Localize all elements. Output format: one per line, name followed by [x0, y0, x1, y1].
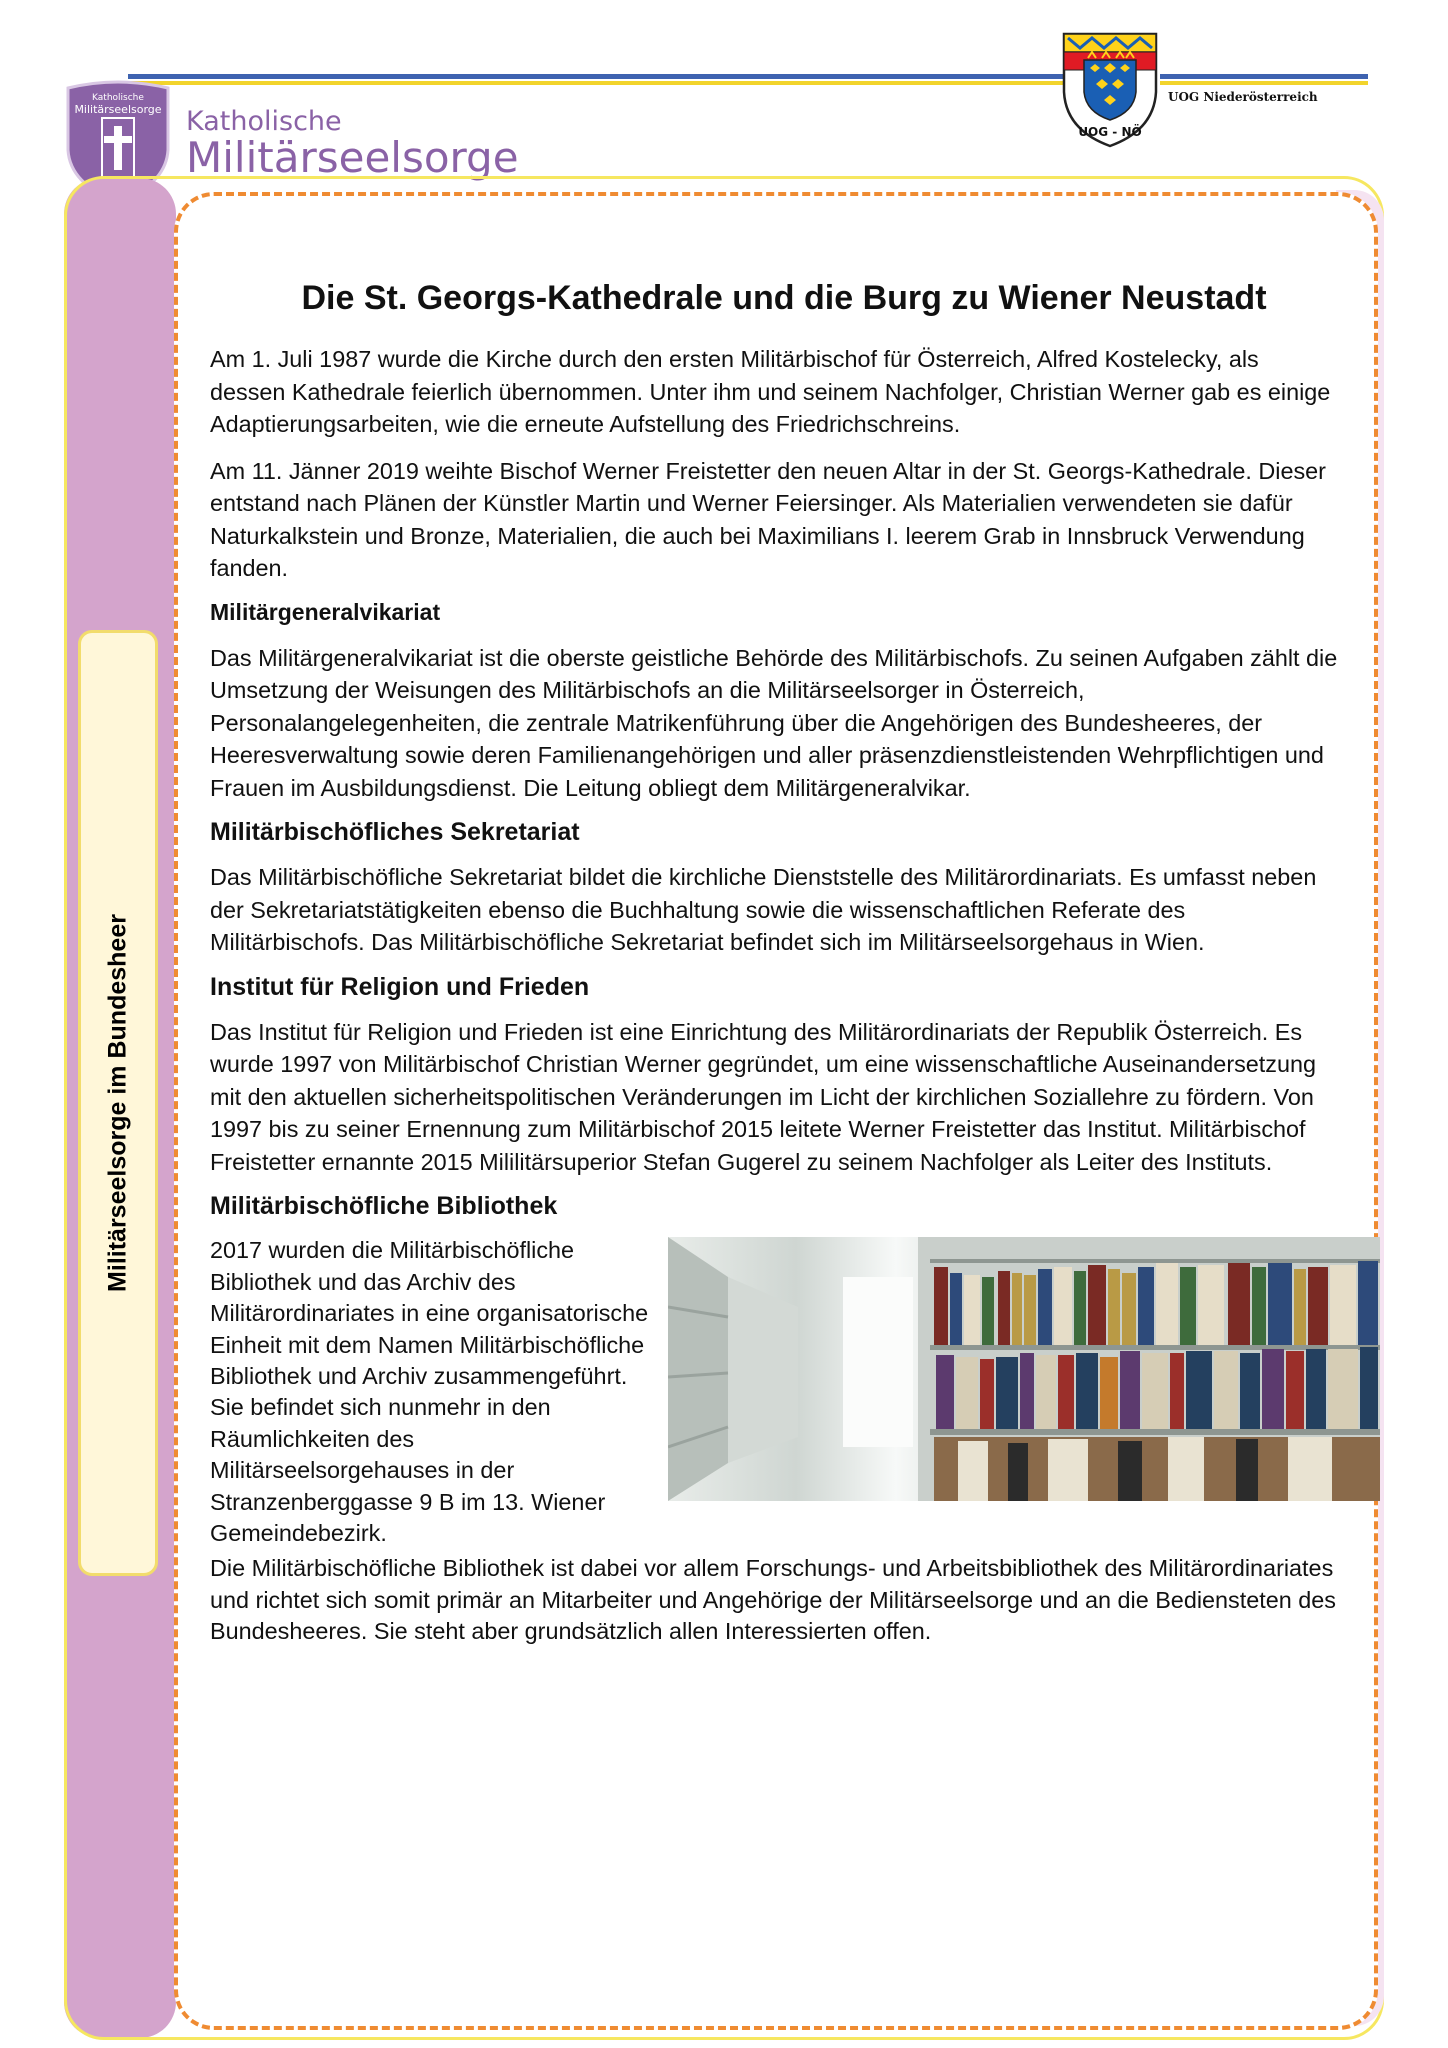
- section-text-generalvikariat: Das Militärgeneralvikariat ist die oberste geistliche Behörde des Militärbischofs. Zu seinen Aufgaben zählt die Umsetzung der Weisungen des Militärbischofs an die Militärseelsorger in Österreich, Personalangelegenheiten, die zentrale Matrikenführung über die Angehörigen des Bundesheeres, der Heeresverwaltung sowie deren Familienangehörigen und aller präsenzdienstleistenden Wehrpflichtigen und Frauen im Ausbildungsdienst. Die Leitung obliegt dem Militärgeneralvikar.: [210, 644, 1338, 801]
- section-heading-sekretariat: Militärbischöfliches Sekretariat: [210, 818, 580, 847]
- uog-crest-logo: [1060, 30, 1160, 148]
- brand-line-1: Katholische: [186, 106, 342, 137]
- svg-text:UOG - NÖ: UOG - NÖ: [1078, 125, 1142, 139]
- uog-label: UOG Niederösterreich: [1168, 90, 1318, 104]
- section-text-bibliothek: Die Militärbischöfliche Bibliothek ist dabei vor allem Forschungs- und Arbeitsbibliothek des Militärordinariates und richtet sich somit primär an Mitarbeiter und Angehörige der Militärseelsorge und an die Bediensteten des Bundesheeres. Sie steht aber grundsätzlich allen Interessierten offen.: [210, 1555, 1336, 1645]
- section-text-institut: Das Institut für Religion und Frieden ist eine Einrichtung des Militärordinariats der Republik Österreich. Es wurde 1997 von Militärbischof Christian Werner gegründet, um eine wissenschaftliche Auseinandersetzung mit den aktuellen sicherheitspolitischen Veränderungen im Licht der kirchlichen Soziallehre zu fördern. Von 1997 bis zu seiner Ernennung zum Militärbischof 2015 leitete Werner Freistetter das Institut. Militärbischof Freistetter ernannte 2015 Mililitärsuperior Stefan Gugerel zu seinem Nachfolger als Leiter des Instituts.: [210, 1018, 1317, 1175]
- paragraph-2: Am 11. Jänner 2019 weihte Bischof Werner Freistetter den neuen Altar in der St. Georgs-Kathedrale. Dieser entstand nach Plänen der Künstler Martin und Werner Feiersinger. Als Materialien verwendeten sie dafür Naturkalkstein und Bronze, Materialien, die auch bei Maximilians I. leerem Grab in Innsbruck Verwendung fanden.: [210, 457, 1326, 582]
- brand-wordmark: [186, 106, 519, 182]
- header-rule-blue-right: [1160, 74, 1368, 79]
- paragraph-1: Am 1. Juli 1987 wurde die Kirche durch den ersten Militärbischof für Österreich, Alfred Kostelecky, als dessen Kathedrale feierlich übernommen. Unter ihm und seinem Nachfolger, Christian Werner gab es einige Adaptierungsarbeiten, wie die erneute Aufstellung des Friedrichschreins.: [210, 346, 1331, 438]
- brand-line-2: Militärseelsorge: [186, 133, 519, 182]
- header-rule-blue: [128, 74, 1063, 79]
- section-heading-bibliothek: Militärbischöfliche Bibliothek: [210, 1192, 558, 1221]
- section-text-sekretariat: Das Militärbischöfliche Sekretariat bildet die kirchliche Dienststelle des Militärordinariats. Es umfasst neben der Sekretariatstätigkeiten ebenso die Buchhaltung sowie die wissenschaftlichen Referate des Militärbischofs. Das Militärbischöfliche Sekretariat befindet sich im Militärseelsorgehaus in Wien.: [210, 864, 1317, 956]
- article: [210, 280, 1348, 1670]
- library-block: [210, 1235, 1348, 1551]
- header-rule-yellow-right: [1160, 81, 1368, 85]
- article-title: Die St. Georgs-Kathedrale und die Burg zu Wiener Neustadt: [301, 279, 1267, 317]
- section-heading-generalvikariat: Militärgeneralvikariat: [210, 598, 441, 625]
- header-rule-yellow: [128, 81, 1063, 85]
- svg-text:Militärseelsorge: Militärseelsorge: [74, 103, 162, 116]
- section-heading-institut: Institut für Religion und Frieden: [210, 972, 590, 1001]
- svg-text:Katholische: Katholische: [92, 93, 144, 103]
- side-tab-label: Militärseelsorge im Bundesheer: [103, 914, 132, 1292]
- section-text-bibliothek-wrapped: 2017 wurden die Militärbischöfliche Bibliothek und das Archiv des Militärordinariates in eine organisatorische Einheit mit dem Namen Militärbischöfliche Bibliothek und Archiv zusammengeführt. Sie befindet sich nunmehr in den Räumlichkeiten des Militärseelsorgehauses in der Stranzenberggasse 9 B im 13. Wiener Gemeindebezirk.: [210, 1237, 649, 1547]
- library-bookshelf-photo: [668, 1237, 1380, 1501]
